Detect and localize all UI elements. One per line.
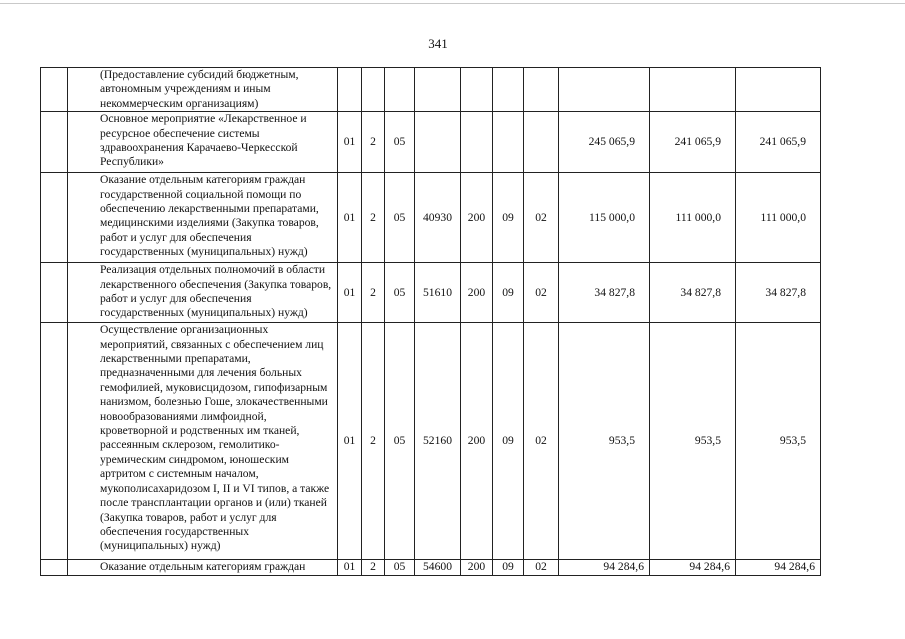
amount-cell: 94 284,6: [650, 560, 736, 575]
code-cell: 09: [493, 323, 524, 560]
amount-cell: 94 284,6: [736, 560, 821, 575]
code-cell: 01: [338, 263, 362, 323]
description-cell: Оказание отдельным категориям граждан государственной социальной помощи по обеспечению лекарственными препаратами, медицинскими изделиями (Закупка товаров, работ и услуг для обеспечения государственных (муниципальных) нужд): [68, 173, 338, 263]
table-row: [41, 173, 821, 263]
table-row: [41, 323, 821, 560]
description-cell: Реализация отдельных полномочий в области лекарственного обеспечения (Закупка товаров, работ и услуг для обеспечения государственных (муниципальных) нужд): [68, 263, 338, 323]
code-cell: 09: [493, 560, 524, 575]
code-cell: [461, 112, 493, 173]
row-index-cell: [41, 112, 68, 173]
amount-cell: 245 065,9: [559, 112, 650, 173]
amount-cell: 34 827,8: [736, 263, 821, 323]
row-index-cell: [41, 68, 68, 112]
amount-cell: 34 827,8: [650, 263, 736, 323]
row-index-cell: [41, 560, 68, 575]
code-cell: 09: [493, 173, 524, 263]
description-cell: Осуществление организационных мероприятий, связанных с обеспечением лиц лекарственными препаратами, предназначенными для лечения больных гемофилией, муковисцидозом, гипофизарным нанизмом, болезнью Гоше, злокачественными новообразованиями лимфоидной, кроветворной и родственных им тканей, рассеянным склерозом, гемолитико-уремическим синдромом, юношеским артритом с системным началом, мукополисахаридозом I, II и VI типов, а также после трансплантации органов и (или) тканей (Закупка товаров, работ и услуг для обеспечения государственных (муниципальных) нужд): [68, 323, 338, 560]
amount-cell: 111 000,0: [650, 173, 736, 263]
code-cell: [338, 68, 362, 112]
table-row: [41, 263, 821, 323]
code-cell: 200: [461, 323, 493, 560]
code-cell: 54600: [415, 560, 461, 575]
row-index-cell: [41, 323, 68, 560]
budget-table: [40, 67, 821, 576]
code-cell: 2: [362, 323, 385, 560]
amount-cell: [736, 68, 821, 112]
amount-cell: 34 827,8: [559, 263, 650, 323]
amount-cell: [650, 68, 736, 112]
page-number: 341: [428, 36, 448, 51]
code-cell: [385, 68, 415, 112]
description-cell: Основное мероприятие «Лекарственное и ресурсное обеспечение системы здравоохранения Карачаево-Черкесской Республики»: [68, 112, 338, 173]
code-cell: 01: [338, 560, 362, 575]
code-cell: [362, 68, 385, 112]
amount-cell: 241 065,9: [736, 112, 821, 173]
code-cell: [415, 112, 461, 173]
code-cell: 05: [385, 323, 415, 560]
code-cell: 52160: [415, 323, 461, 560]
code-cell: 200: [461, 560, 493, 575]
code-cell: 200: [461, 173, 493, 263]
code-cell: 05: [385, 263, 415, 323]
code-cell: 09: [493, 263, 524, 323]
code-cell: [461, 68, 493, 112]
code-cell: 01: [338, 112, 362, 173]
code-cell: [493, 68, 524, 112]
amount-cell: 111 000,0: [736, 173, 821, 263]
code-cell: 2: [362, 173, 385, 263]
row-index-cell: [41, 173, 68, 263]
amount-cell: 241 065,9: [650, 112, 736, 173]
code-cell: [524, 112, 559, 173]
code-cell: [524, 68, 559, 112]
code-cell: 01: [338, 323, 362, 560]
code-cell: 200: [461, 263, 493, 323]
code-cell: 05: [385, 560, 415, 575]
code-cell: [493, 112, 524, 173]
amount-cell: 94 284,6: [559, 560, 650, 575]
row-index-cell: [41, 263, 68, 323]
description-cell: Оказание отдельным категориям граждан: [68, 560, 338, 575]
code-cell: 2: [362, 112, 385, 173]
description-cell: (Предоставление субсидий бюджетным, автономным учреждениям и иным некоммерческим организациям): [68, 68, 338, 112]
code-cell: 02: [524, 173, 559, 263]
code-cell: 02: [524, 323, 559, 560]
amount-cell: 953,5: [736, 323, 821, 560]
code-cell: 40930: [415, 173, 461, 263]
table-row: [41, 68, 821, 112]
table-row: [41, 112, 821, 173]
amount-cell: 953,5: [650, 323, 736, 560]
code-cell: [415, 68, 461, 112]
code-cell: 2: [362, 263, 385, 323]
code-cell: 2: [362, 560, 385, 575]
code-cell: 01: [338, 173, 362, 263]
amount-cell: 115 000,0: [559, 173, 650, 263]
code-cell: 02: [524, 263, 559, 323]
code-cell: 02: [524, 560, 559, 575]
amount-cell: 953,5: [559, 323, 650, 560]
table-row: [41, 560, 821, 575]
code-cell: 51610: [415, 263, 461, 323]
top-divider: [0, 3, 905, 4]
code-cell: 05: [385, 173, 415, 263]
amount-cell: [559, 68, 650, 112]
code-cell: 05: [385, 112, 415, 173]
